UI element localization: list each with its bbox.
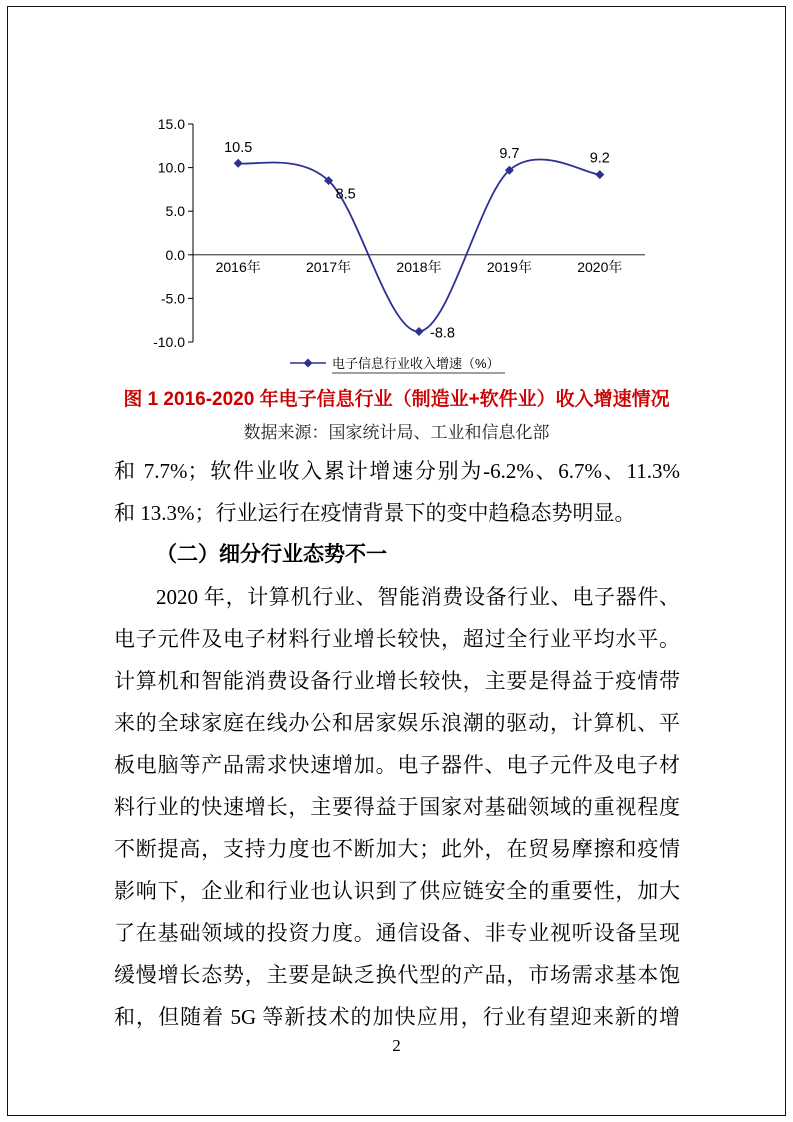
svg-text:15.0: 15.0 <box>157 116 185 132</box>
svg-text:2018年: 2018年 <box>395 258 442 275</box>
paragraph-line: 板电脑等产品需求快速增加。电子器件、电子元件及电子材 <box>114 753 680 777</box>
svg-text:8.5: 8.5 <box>335 186 356 203</box>
figure-chart-area <box>0 106 793 382</box>
figure-caption: 图 1 2016-2020 年电子信息行业（制造业+软件业）收入增速情况 <box>123 389 670 410</box>
paragraph-line: 影响下，企业和行业也认识到了供应链安全的重要性，加大 <box>114 879 680 903</box>
svg-text:2016年: 2016年 <box>215 258 261 275</box>
legend-marker-icon <box>303 359 312 368</box>
section-heading: （二）细分行业态势不一 <box>156 543 387 566</box>
svg-text:9.7: 9.7 <box>498 146 519 163</box>
paragraph-line: 电子元件及电子材料行业增长较快，超过全行业平均水平。 <box>114 627 680 651</box>
paragraph-line: 2020 年，计算机行业、智能消费设备行业、电子器件、 <box>156 585 680 609</box>
svg-text:10.5: 10.5 <box>223 140 252 157</box>
diamond-marker-icon <box>595 170 604 179</box>
income-growth-line-chart <box>137 106 657 382</box>
series-markers <box>233 159 604 336</box>
paragraph-line: 来的全球家庭在线办公和居家娱乐浪潮的驱动，计算机、平 <box>114 711 680 735</box>
paragraph-line: 和 13.3%；行业运行在疫情背景下的变中趋稳态势明显。 <box>114 501 636 525</box>
svg-text:-8.8: -8.8 <box>429 325 455 342</box>
svg-text:9.2: 9.2 <box>589 150 610 167</box>
y-axis-labels <box>153 116 185 350</box>
svg-text:2019年: 2019年 <box>486 258 532 275</box>
paragraph-line: 计算机和智能消费设备行业增长较快，主要是得益于疫情带 <box>114 669 680 693</box>
paragraph-line: 缓慢增长态势，主要是缺乏换代型的产品，市场需求基本饱 <box>114 963 680 987</box>
diamond-marker-icon <box>414 327 423 336</box>
data-labels <box>224 140 610 341</box>
svg-text:-10.0: -10.0 <box>152 334 185 350</box>
legend-label: 电子信息行业收入增速（%） <box>331 356 500 371</box>
figure-source: 数据来源：国家统计局、工业和信息化部 <box>243 423 550 442</box>
paragraph-line: 不断提高，支持力度也不断加大；此外，在贸易摩擦和疫情 <box>114 837 680 861</box>
svg-text:2017年: 2017年 <box>305 258 351 275</box>
chart-axes <box>188 124 645 342</box>
paragraph-line: 了在基础领域的投资力度。通信设备、非专业视听设备呈现 <box>114 921 680 945</box>
page-number: 2 <box>392 1036 401 1055</box>
svg-text:2020年: 2020年 <box>576 258 622 275</box>
series-line <box>238 159 600 331</box>
chart-legend <box>290 356 505 373</box>
body-text <box>114 450 680 1038</box>
x-axis-labels <box>215 259 622 275</box>
svg-text:5.0: 5.0 <box>165 203 185 220</box>
svg-text:10.0: 10.0 <box>157 159 185 176</box>
diamond-marker-icon <box>233 159 242 168</box>
svg-text:0.0: 0.0 <box>165 246 185 263</box>
paragraph-line: 料行业的快速增长，主要得益于国家对基础领域的重视程度 <box>114 795 680 819</box>
paragraph-line: 和，但随着 5G 等新技术的加快应用，行业有望迎来新的增 <box>114 1005 680 1029</box>
svg-text:-5.0: -5.0 <box>160 290 185 307</box>
paragraph-line: 和 7.7%；软件业收入累计增速分别为-6.2%、6.7%、11.3% <box>114 459 680 483</box>
